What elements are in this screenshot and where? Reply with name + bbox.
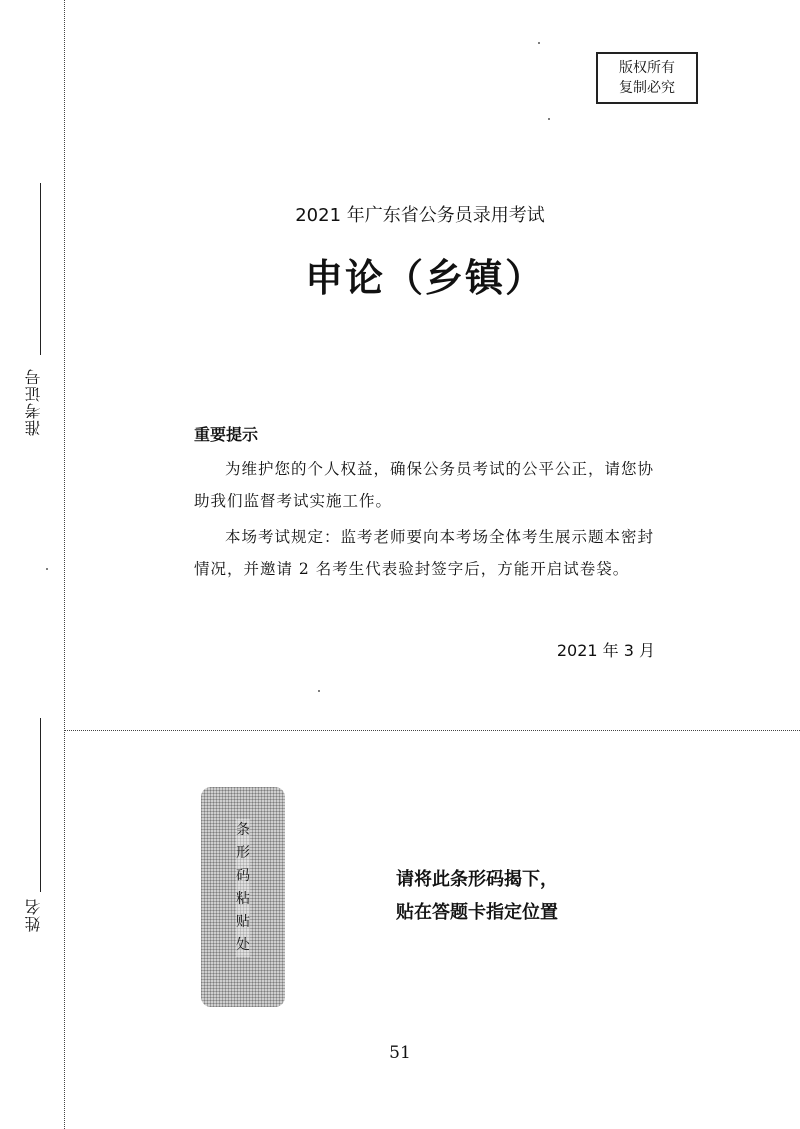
copyright-line-2: 复制必究 xyxy=(619,80,675,96)
scan-speck xyxy=(538,42,540,44)
admission-ticket-label: 准考证号 xyxy=(24,368,43,436)
copyright-line-1: 版权所有 xyxy=(619,60,675,76)
notice-heading: 重要提示 xyxy=(194,425,259,444)
notice-paragraph-1: 为维护您的个人权益，确保公务员考试的公平公正，请您协助我们监督考试实施工作。 xyxy=(194,460,655,510)
barcode-char: 处 xyxy=(236,934,250,957)
binding-line-outer xyxy=(64,0,65,1129)
scan-speck xyxy=(548,118,550,120)
notice-paragraph-2: 本场考试规定：监考老师要向本考场全体考生展示题本密封情况，并邀请 2 名考生代表验封签字后，方能开启试卷袋。 xyxy=(194,528,655,578)
scan-speck xyxy=(46,568,48,570)
barcode-sticker-area[interactable] xyxy=(201,787,285,1007)
name-underline xyxy=(40,718,41,892)
barcode-char: 码 xyxy=(236,865,250,888)
scan-speck xyxy=(318,690,320,692)
instruction-line-2: 贴在答题卡指定位置 xyxy=(396,902,558,923)
copyright-stamp xyxy=(596,52,698,104)
page-number: 51 xyxy=(389,1043,411,1063)
subject-title: 申论（乡镇） xyxy=(304,255,545,300)
barcode-char: 粘 xyxy=(236,888,250,911)
barcode-instruction xyxy=(396,863,558,929)
instruction-line-1: 请将此条形码揭下， xyxy=(396,869,558,890)
notice-date: 2021 年 3 月 xyxy=(556,641,655,660)
fold-line xyxy=(64,730,800,731)
barcode-char: 条 xyxy=(236,819,250,842)
barcode-char: 贴 xyxy=(236,911,250,934)
name-label: 姓名 xyxy=(24,898,43,932)
barcode-char: 形 xyxy=(236,842,250,865)
exam-title: 2021 年广东省公务员录用考试 xyxy=(295,205,545,226)
